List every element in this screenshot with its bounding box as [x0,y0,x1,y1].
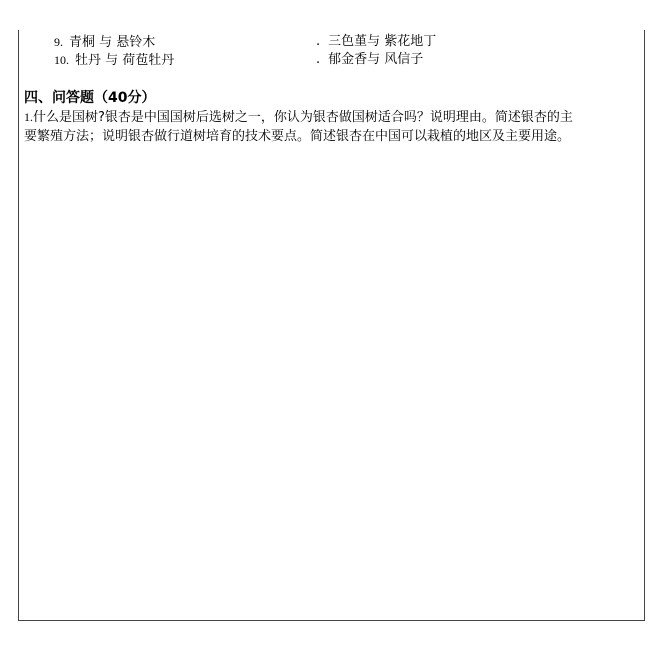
pair-10-bullet: . [316,52,321,67]
question-1-text-line-1: 什么是国树?银杏是中国国树后选树之一，你认为银杏做国树适合吗？说明理由。简述银杏的主 [33,110,573,125]
pair-10-left [54,51,174,70]
pair-10-left-text: 牡丹 与 荷苞牡丹 [75,53,175,68]
pair-9-bullet: . [316,34,321,49]
section-heading: 四、问答题（40分） [24,90,156,106]
pair-9-number: 9. [54,35,63,49]
pair-9-right [316,33,436,51]
pair-9-left [54,33,155,52]
pair-9-left-text: 青桐 与 悬铃木 [69,35,156,50]
question-1-line-2: 要繁殖方法；说明银杏做行道树培育的技术要点。简述银杏在中国可以栽植的地区及主要用途。 [24,129,571,144]
pair-10-right [316,51,423,69]
pair-9-right-text: 三色堇与 紫花地丁 [328,34,437,49]
question-1-line-1 [24,108,644,127]
pair-10-number: 10. [54,53,69,67]
pair-10-right-text: 郁金香与 风信子 [328,52,424,67]
question-1 [24,108,644,146]
question-1-number: 1. [24,110,33,124]
